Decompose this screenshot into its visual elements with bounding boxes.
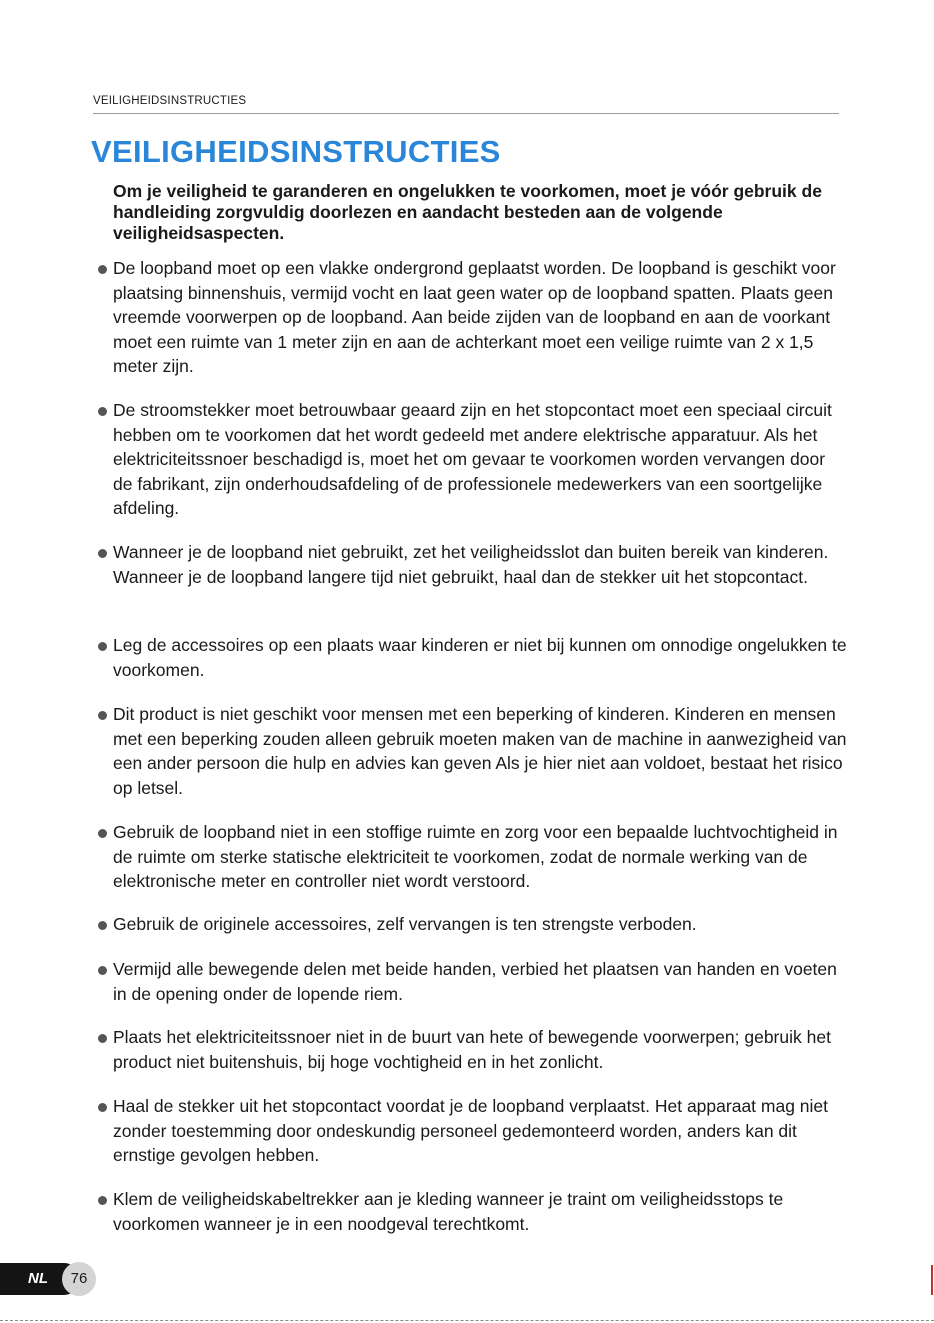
bullet-icon [98, 265, 107, 274]
list-item-text: Vermijd alle bewegende delen met beide handen, verbied het plaatsen van handen en voeten in de opening onder de lopende riem. [113, 959, 837, 1004]
list-item-text: Dit product is niet geschikt voor mensen met een beperking of kinderen. Kinderen en mensen met een beperking zouden alleen gebruik moeten maken van de machine in aanwezigheid van een ander persoon die hulp en advies kan geven Als je hier niet aan voldoet, bestaat het risico op letsel. [113, 704, 847, 798]
bullet-icon [98, 921, 107, 930]
list-item [95, 702, 848, 800]
bullet-icon [98, 966, 107, 975]
bullet-icon [98, 642, 107, 651]
bullet-icon [98, 549, 107, 558]
list-item [95, 398, 848, 521]
list-item [95, 820, 848, 894]
margin-mark [931, 1265, 933, 1295]
page-number: 76 [62, 1262, 96, 1296]
bullet-icon [98, 1103, 107, 1112]
list-item-text: Leg de accessoires op een plaats waar kinderen er niet bij kunnen om onnodige ongelukken te voorkomen. [113, 635, 847, 680]
cut-line [0, 1320, 934, 1321]
page-title: VEILIGHEIDSINSTRUCTIES [91, 134, 501, 169]
bullet-icon [98, 829, 107, 838]
list-item-text: De stroomstekker moet betrouwbaar geaard zijn en het stopcontact moet een speciaal circuit hebben om te voorkomen dat het wordt gedeeld met andere elektrische apparatuur. Als het elektriciteitssnoer beschadigd is, moet het om gevaar te voorkomen worden vervangen door de fabrikant, zijn onderhoudsafdeling of de professionele medewerkers van een soortgelijke afdeling. [113, 400, 832, 518]
list-item-text: Wanneer je de loopband niet gebruikt, zet het veiligheidsslot dan buiten bereik van kinderen. Wanneer je de loopband langere tijd niet gebruikt, haal dan de stekker uit het stopcontact. [113, 542, 829, 587]
list-item-text: Gebruik de loopband niet in een stoffige ruimte en zorg voor een bepaalde luchtvochtigheid in de ruimte om sterke statische elektriciteit te voorkomen, zodat de normale werking van de elektronische meter en controller niet wordt verstoord. [113, 822, 838, 891]
list-item [95, 912, 848, 937]
list-item [95, 540, 848, 589]
bullet-icon [98, 1196, 107, 1205]
list-item-text: Plaats het elektriciteitssnoer niet in de buurt van hete of bewegende voorwerpen; gebruik het product niet buitenshuis, bij hoge vochtigheid en in het zonlicht. [113, 1027, 831, 1072]
bullet-icon [98, 407, 107, 416]
list-item [95, 256, 848, 379]
list-item [95, 1094, 848, 1168]
list-item [95, 1025, 848, 1074]
list-item-text: Klem de veiligheidskabeltrekker aan je kleding wanneer je traint om veiligheidsstops te voorkomen wanneer je in een noodgeval terechtkomt. [113, 1189, 784, 1234]
language-code: NL [28, 1270, 48, 1287]
intro-paragraph: Om je veiligheid te garanderen en ongelukken te voorkomen, moet je vóór gebruik de handleiding zorgvuldig doorlezen en aandacht besteden aan de volgende veiligheidsaspecten. [113, 181, 822, 243]
list-item [95, 1187, 848, 1236]
list-item-text: De loopband moet op een vlakke ondergrond geplaatst worden. De loopband is geschikt voor plaatsing binnenshuis, vermijd vocht en laat geen water op de loopband spatten. Plaats geen vreemde voorwerpen op de loopband. Aan beide zijden van de loopband en aan de voorkant moet een ruimte van 1 meter zijn en aan de achterkant moet een veilige ruimte van 2 x 1,5 meter zijn. [113, 258, 836, 376]
running-header: VEILIGHEIDSINSTRUCTIES [93, 95, 247, 107]
list-item-text: Gebruik de originele accessoires, zelf vervangen is ten strengste verboden. [113, 914, 697, 934]
bullet-icon [98, 1034, 107, 1043]
header-divider [93, 113, 839, 114]
list-item [95, 957, 848, 1006]
list-item-text: Haal de stekker uit het stopcontact voordat je de loopband verplaatst. Het apparaat mag niet zonder toestemming door ondeskundig personeel gedemonteerd worden, anders kan dit ernstige gevolgen hebben. [113, 1096, 829, 1165]
bullet-icon [98, 711, 107, 720]
list-item [95, 633, 848, 682]
